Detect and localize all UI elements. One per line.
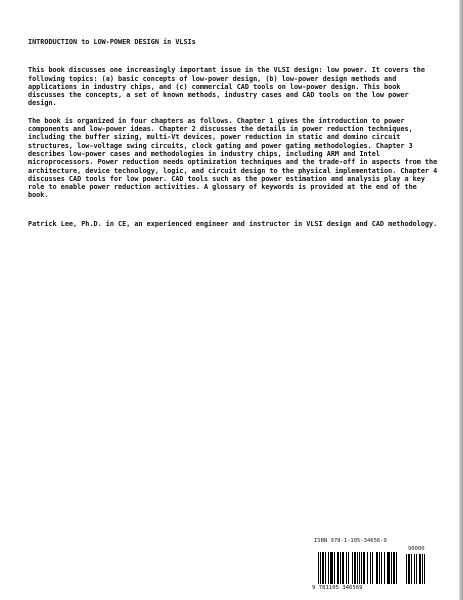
isbn-label: ISBN 978-1-105-34656-9 xyxy=(314,538,387,544)
description-paragraph-1: This book discusses one increasingly important issue in the VLSI design: low power. It covers the following topics: (a) basic concepts of low-power design, (b) low-power design methods and applications in industry chips, and (c) commercial CAD tools on low-power design. This book discusses the concepts, a set of known methods, industry cases and CAD tools on the low power design. xyxy=(28,66,425,108)
description-paragraph-2: The book is organized in four chapters as follows. Chapter 1 gives the introduction to power components and low-power ideas. Chapter 2 discusses the details in power reduction techniques, including the buffer sizing, multi-Vt devices, power reduction in static and domino circuit structures, low-voltage swing circuits, clock gating and power gating methodologies. Chapter 3 describes low-power cases and methodologies in industry chips, including ARM and Intel microprocessors. Power reduction needs optimization techniques and the trade-off in aspects from the architecture, device technology, logic, and circuit design to the physical implementation. Chapter 4 discusses CAD tools for low power. CAD tools such as the power estimation and analysis play a key role to enable power reduction activities. A glossary of keywords is provided at the end of the book. xyxy=(28,116,438,200)
author-note: Patrick Lee, Ph.D. in CE, an experienced engineer and instructor in VLSI design and CAD methodology. xyxy=(28,219,438,228)
back-cover-text xyxy=(28,38,438,237)
book-title: INTRODUCTION to LOW-POWER DESIGN in VLSIs xyxy=(28,38,196,46)
barcode-space xyxy=(397,552,398,584)
isbn-barcode xyxy=(312,538,442,594)
page-edge-shadow xyxy=(459,0,463,600)
barcode-addon-bars xyxy=(406,554,436,584)
barcode-space xyxy=(425,554,428,584)
price-code: 90000 xyxy=(408,546,425,552)
barcode-main-bars xyxy=(318,552,402,584)
barcode-digits: 9 781105 346569 xyxy=(312,585,363,591)
